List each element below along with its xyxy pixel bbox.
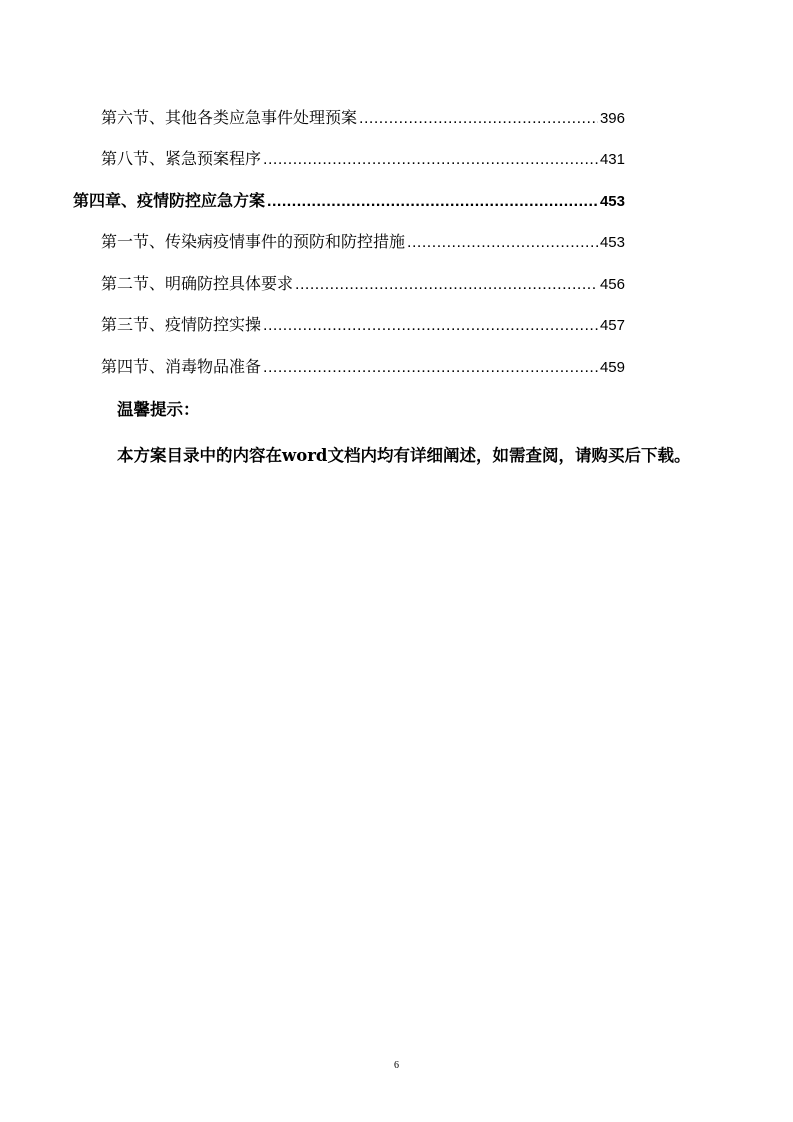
toc-leader-dots xyxy=(263,148,598,172)
toc-entry-title: 第四节、消毒物品准备 xyxy=(101,357,262,376)
toc-entry-page: 453 xyxy=(599,193,625,210)
toc-chapter-entry[interactable] xyxy=(73,189,625,213)
toc-entry-page: 431 xyxy=(599,151,625,168)
toc-entry[interactable] xyxy=(101,106,625,130)
toc-entry-title: 第一节、传染病疫情事件的预防和防控措施 xyxy=(101,232,406,251)
toc-entry-title: 第三节、疫情防控实操 xyxy=(101,315,262,334)
toc-leader-dots xyxy=(263,314,598,338)
notice-title: 温馨提示： xyxy=(117,400,200,419)
page-number: 6 xyxy=(394,1060,399,1071)
toc-entry[interactable] xyxy=(101,355,625,379)
toc-entry-title: 第二节、明确防控具体要求 xyxy=(101,274,294,293)
toc-leader-dots xyxy=(263,356,598,380)
notice-body: 本方案目录中的内容在word文档内均有详细阐述，如需查阅，请购买后下载。 xyxy=(117,446,691,465)
toc-leader-dots xyxy=(359,107,598,131)
toc-entry-page: 457 xyxy=(599,317,625,334)
toc-leader-dots xyxy=(295,273,598,297)
toc-entry[interactable] xyxy=(101,147,625,171)
toc-entry[interactable] xyxy=(101,272,625,296)
toc-entry[interactable] xyxy=(101,230,625,254)
toc-entry-page: 396 xyxy=(599,110,625,127)
toc-entry-page: 459 xyxy=(599,359,625,376)
toc-leader-dots xyxy=(407,231,598,255)
toc-entry-page: 456 xyxy=(599,276,625,293)
toc-entry-page: 453 xyxy=(599,234,625,251)
toc-entry-title: 第六节、其他各类应急事件处理预案 xyxy=(101,108,358,127)
toc-leader-dots xyxy=(267,190,598,214)
toc-entry-title: 第八节、紧急预案程序 xyxy=(101,149,262,168)
toc-entry[interactable] xyxy=(101,313,625,337)
toc-entry-title: 第四章、疫情防控应急方案 xyxy=(73,191,266,210)
